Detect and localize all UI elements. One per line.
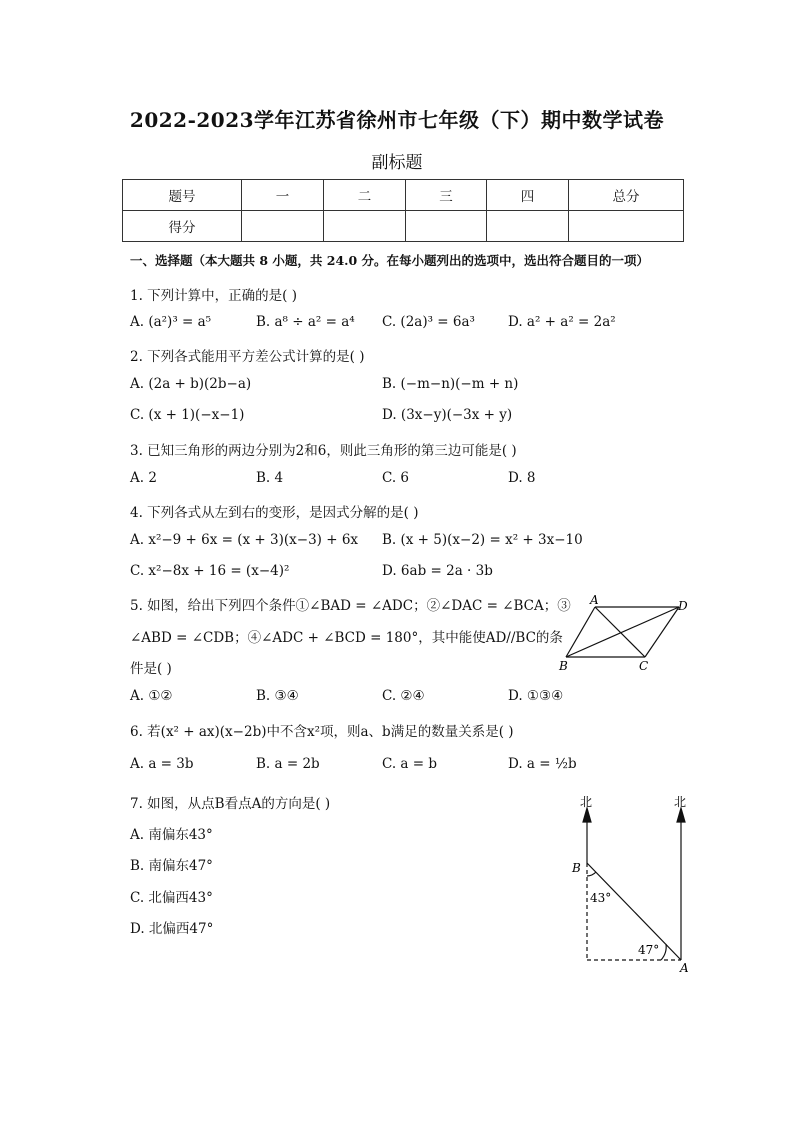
- score-header-cell: 一: [242, 180, 324, 211]
- question-7-option-b[interactable]: B. 南偏东47°: [130, 858, 213, 874]
- question-4-stem: 4. 下列各式从左到右的变形，是因式分解的是( ): [130, 505, 419, 521]
- question-5-stem-line1: 5. 如图，给出下列四个条件①∠BAD = ∠ADC；②∠DAC = ∠BCA；③: [130, 598, 571, 614]
- question-1-option-c[interactable]: C. (2a)³ = 6a³: [382, 314, 475, 330]
- question-6-option-a[interactable]: A. a = 3b: [130, 756, 194, 772]
- score-header-cell: 四: [487, 180, 569, 211]
- question-5-option-b[interactable]: B. ③④: [256, 688, 299, 704]
- question-3-stem: 3. 已知三角形的两边分别为2和6，则此三角形的第三边可能是( ): [130, 443, 517, 459]
- question-6-option-b[interactable]: B. a = 2b: [256, 756, 320, 772]
- question-2-option-d[interactable]: D. (3x−y)(−3x + y): [382, 407, 513, 423]
- score-input-cell[interactable]: [242, 211, 324, 242]
- angle-arc-43: [587, 872, 596, 876]
- north-arrowhead-b: [583, 808, 591, 822]
- score-input-cell[interactable]: [569, 211, 684, 242]
- question-7-option-a[interactable]: A. 南偏东43°: [130, 827, 213, 843]
- question-6-option-d[interactable]: D. a = ½b: [508, 756, 577, 772]
- direction-figure: [560, 790, 700, 980]
- question-6-option-c[interactable]: C. a = b: [382, 756, 438, 772]
- page-subtitle: 副标题: [371, 153, 423, 173]
- score-input-cell[interactable]: [324, 211, 406, 242]
- question-1-stem: 1. 下列计算中，正确的是( ): [130, 288, 297, 304]
- question-3-option-c[interactable]: C. 6: [382, 470, 410, 486]
- score-header-cell: 总分: [569, 180, 684, 211]
- score-table: [122, 179, 684, 242]
- point-label-d: D: [678, 599, 688, 613]
- question-2-stem: 2. 下列各式能用平方差公式计算的是( ): [130, 349, 365, 365]
- question-5-option-c[interactable]: C. ②④: [382, 688, 425, 704]
- question-2-option-b[interactable]: B. (−m−n)(−m + n): [382, 376, 519, 392]
- section-heading: 一、选择题（本大题共 8 小题，共 24.0 分。在每小题列出的选项中，选出符合题目的一项）: [130, 253, 650, 268]
- question-3-option-a[interactable]: A. 2: [130, 470, 157, 486]
- parallelogram-figure: [555, 594, 695, 674]
- angle-label-43: 43°: [590, 891, 612, 905]
- question-1-option-d[interactable]: D. a² + a² = 2a²: [508, 314, 616, 330]
- point-label-a: A: [590, 594, 599, 607]
- question-5-stem-line3: 件是( ): [130, 661, 172, 677]
- diagonal-ac: [595, 607, 645, 657]
- segment-ab: [566, 607, 595, 657]
- score-table-score-row: [123, 211, 684, 242]
- question-5-option-a[interactable]: A. ①②: [130, 688, 173, 704]
- question-3-option-d[interactable]: D. 8: [508, 470, 536, 486]
- point-label-a: A: [680, 961, 689, 975]
- segment-ba: [587, 863, 681, 960]
- point-label-c: C: [639, 659, 649, 673]
- question-4-option-a[interactable]: A. x²−9 + 6x = (x + 3)(x−3) + 6x: [130, 532, 359, 548]
- question-4-option-d[interactable]: D. 6ab = 2a · 3b: [382, 563, 493, 579]
- question-7-stem: 7. 如图，从点B看点A的方向是( ): [130, 796, 331, 812]
- question-7-option-c[interactable]: C. 北偏西43°: [130, 890, 213, 906]
- question-4-option-b[interactable]: B. (x + 5)(x−2) = x² + 3x−10: [382, 532, 583, 548]
- north-label-2: 北: [674, 795, 687, 809]
- question-5-stem-line2: ∠ABD = ∠CDB；④∠ADC + ∠BCD = 180°，其中能使AD//BC的条: [130, 630, 563, 646]
- point-label-b: B: [572, 861, 581, 875]
- score-label-cell: 得分: [123, 211, 242, 242]
- score-header-cell: 题号: [123, 180, 242, 211]
- north-arrowhead-a: [677, 808, 685, 822]
- question-6-stem: 6. 若(x² + ax)(x−2b)中不含x²项，则a、b满足的数量关系是( ): [130, 724, 514, 740]
- question-1-option-a[interactable]: A. (a²)³ = a⁵: [130, 314, 212, 330]
- score-header-cell: 三: [406, 180, 487, 211]
- score-table-header-row: [123, 180, 684, 211]
- question-2-option-c[interactable]: C. (x + 1)(−x−1): [130, 407, 245, 423]
- question-1-option-b[interactable]: B. a⁸ ÷ a² = a⁴: [256, 314, 355, 330]
- score-header-cell: 二: [324, 180, 406, 211]
- question-3-option-b[interactable]: B. 4: [256, 470, 284, 486]
- question-5-option-d[interactable]: D. ①③④: [508, 688, 564, 704]
- angle-arc-47: [661, 944, 666, 960]
- question-2-option-a[interactable]: A. (2a + b)(2b−a): [130, 376, 252, 392]
- angle-label-47: 47°: [638, 943, 660, 957]
- question-4-option-c[interactable]: C. x²−8x + 16 = (x−4)²: [130, 563, 290, 579]
- north-label-1: 北: [580, 795, 593, 809]
- question-7-option-d[interactable]: D. 北偏西47°: [130, 921, 214, 937]
- point-label-b: B: [559, 659, 568, 673]
- score-input-cell[interactable]: [487, 211, 569, 242]
- page-title: 2022-2023学年江苏省徐州市七年级（下）期中数学试卷: [129, 108, 665, 132]
- score-input-cell[interactable]: [406, 211, 487, 242]
